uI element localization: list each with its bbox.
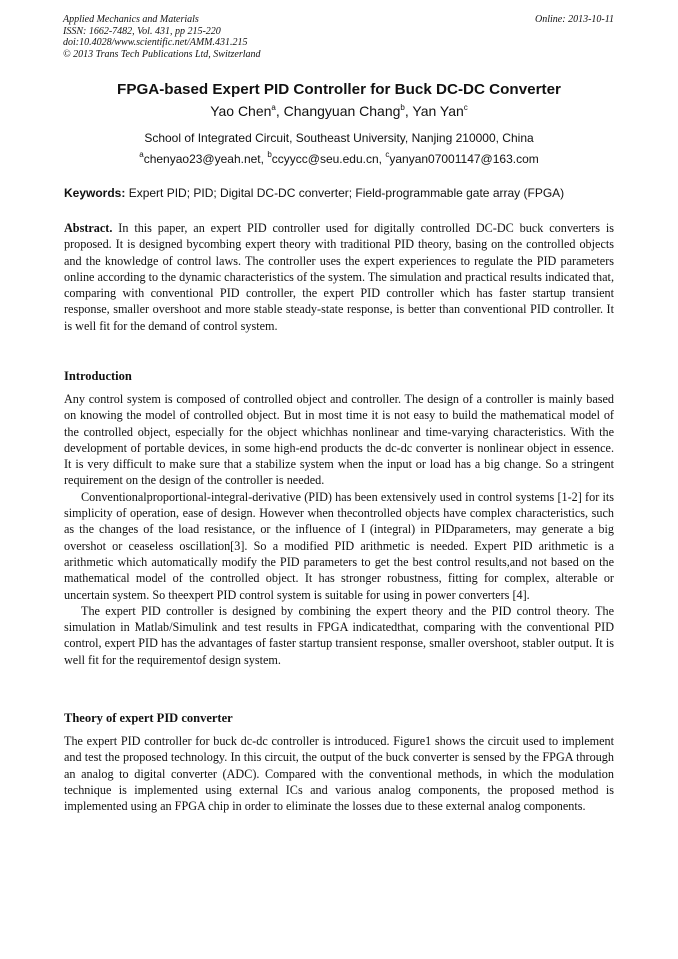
issn-line: ISSN: 1662-7482, Vol. 431, pp 215-220 <box>63 25 221 37</box>
journal-name: Applied Mechanics and Materials <box>63 14 199 25</box>
abstract-label: Abstract. <box>64 221 113 235</box>
keywords-label: Keywords: <box>64 186 126 200</box>
keywords <box>64 186 564 200</box>
paper-title: FPGA-based Expert PID Controller for Buck DC-DC Converter <box>117 81 561 98</box>
abstract <box>64 220 614 334</box>
doi-line: doi:10.4028/www.scientific.net/AMM.431.215 <box>63 37 248 48</box>
paragraph: The expert PID controller for buck dc-dc controller is introduced. Figure1 shows the circuit used to implement and test the proposed technology. In this circuit, the output of the buck converter is sensed by the FPGA through an analog to digital converter (ADC). Compared with the conventional methods, in which the modulation technique is implemented using external ICs and various analog components, the proposed method is implemented using an FPGA chip in order to eliminate the losses due to these external analog components. <box>64 734 614 814</box>
copyright-line: © 2013 Trans Tech Publications Ltd, Switzerland <box>63 48 261 60</box>
author: Yan Yan$^c$ <box>412 103 468 119</box>
introduction-body <box>64 391 614 668</box>
paragraph: The expert PID controller is designed by combining the expert theory and the PID control theory. The simulation in Matlab/Simulink and test results in FPGA indicatedthat, comparing with the conventional PID control, expert PID has the advantages of faster startup transient response, smaller overshoot, stabler output. It is well fit for the requirementof design system. <box>64 603 614 667</box>
abstract-text: In this paper, an expert PID controller used for digitally controlled DC-DC buck converters is proposed. It is designed bycombing expert theory with traditional PID theory, basing on the controlled objects and the knowledge of control laws. The controller uses the expert experiences to regulate the PID parameters online according to the dynamic characteristics of the system. The simulation and practical results indicated that, comparing with conventional PID controller, the expert PID controller which has faster startup transient response, smaller overshoot and more stable steady-state response, is better than conventional PID controller. It is well fit for the demand of control system. <box>64 221 614 333</box>
email: $^a$chenyao23@yeah.net, <box>139 150 268 166</box>
email: $^c$yanyan07001147@163.com <box>385 150 539 166</box>
paragraph: Any control system is composed of controlled object and controller. The design of a controller is mainly based on knowing the model of controlled object. But in most time it is not easy to build the mathematical model of the controlled object, especially for the object whichhas nonlinear and time-varying characteristics. With the development of portable devices, in some high-end products the dc-dc converter is nonlinear object in essence. It is very difficult to make sure that a stabilize system when the input or load has a big change. So a stringent requirement on the design of the controller is needed. <box>64 392 614 488</box>
keywords-text: Expert PID; PID; Digital DC-DC converter; Field-programmable gate array (FPGA) <box>125 186 565 200</box>
email: $^b$ccyycc@seu.edu.cn, <box>267 150 386 166</box>
online-date: Online: 2013-10-11 <box>535 14 614 25</box>
author-list <box>0 103 678 119</box>
email-list <box>0 152 678 166</box>
affiliation: School of Integrated Circuit, Southeast University, Nanjing 210000, China <box>144 131 534 145</box>
theory-body <box>64 733 614 814</box>
publication-header <box>63 14 261 60</box>
paragraph: Conventionalproportional-integral-derivative (PID) has been extensively used in control systems [1-2] for its simplicity of operation, ease of design. However when thecontrolled objects have complex characteristics, such as the changes of the load resistance, or the influence of I (integral) in PIDparameters, may generate a big overshot or ceaseless oscillation[3]. So a modified PID arithmetic is needed. Expert PID arithmetic is a arithmetic which automatically modify the PID parameters to get the best control results,and not based on the mathematical model of the controlled object. It has stronger robustness, fitting for complex, alterable or uncertain system. So theexpert PID control system is suitable for using in power converters [4]. <box>64 489 614 602</box>
section-heading-introduction: Introduction <box>64 369 132 383</box>
section-heading-theory: Theory of expert PID converter <box>64 711 233 725</box>
author: Changyuan Chang$^b$, <box>283 103 413 119</box>
author: Yao Chen$^a$, <box>210 103 284 119</box>
